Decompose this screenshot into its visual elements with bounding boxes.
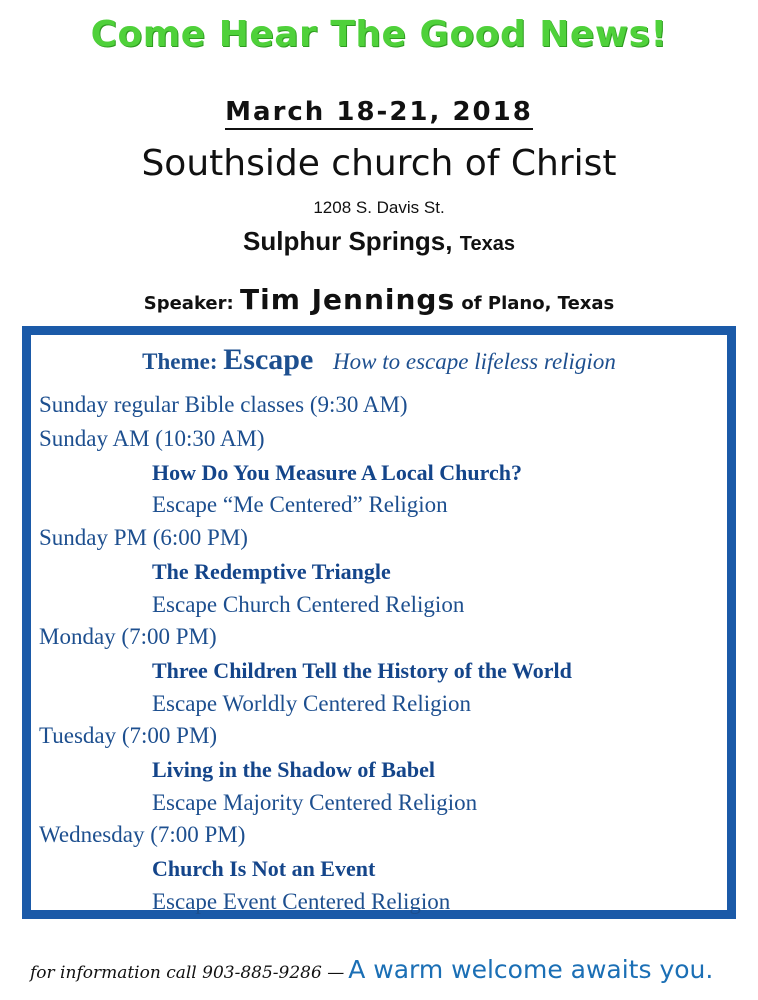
talk-escape-4: Escape Majority Centered Religion <box>152 790 478 815</box>
session-sunday-am: Sunday AM (10:30 AM) <box>39 426 265 451</box>
session-sunday-pm: Sunday PM (6:00 PM) <box>39 525 248 550</box>
speaker-line <box>0 283 758 316</box>
theme-subtitle: How to escape lifeless religion <box>333 349 616 374</box>
headline: Come Hear The Good News! <box>90 14 668 55</box>
talk-escape-2: Escape Church Centered Religion <box>152 592 465 617</box>
talk-escape-5: Escape Event Centered Religion <box>152 889 451 914</box>
speaker-from: of Plano, Texas <box>461 293 615 314</box>
session-tuesday: Tuesday (7:00 PM) <box>39 723 218 748</box>
session-monday: Monday (7:00 PM) <box>39 624 217 649</box>
church-address: 1208 S. Davis St. <box>313 198 445 217</box>
city-name: Sulphur Springs, <box>243 226 453 256</box>
theme-heading <box>0 343 758 377</box>
speaker-name: Tim Jennings <box>240 283 456 316</box>
talk-title-1: How Do You Measure A Local Church? <box>152 460 522 485</box>
talk-title-3: Three Children Tell the History of the World <box>152 658 572 683</box>
talk-title-2: The Redemptive Triangle <box>152 559 391 584</box>
city-line <box>0 226 758 257</box>
session-bible-classes: Sunday regular Bible classes (9:30 AM) <box>39 392 408 417</box>
theme-word: Escape <box>223 343 314 376</box>
event-dates-text: March 18-21, 2018 <box>225 97 533 130</box>
talk-escape-1: Escape “Me Centered” Religion <box>152 492 448 517</box>
talk-title-4: Living in the Shadow of Babel <box>152 757 436 782</box>
church-name: Southside church of Christ <box>141 143 617 184</box>
speaker-label: Speaker: <box>143 293 234 314</box>
footer-welcome: A warm welcome awaits you. <box>348 955 714 984</box>
footer-info: for information call 903-885-9286 — <box>30 963 345 983</box>
footer <box>30 955 740 984</box>
event-dates <box>0 97 758 127</box>
session-wednesday: Wednesday (7:00 PM) <box>39 822 246 847</box>
theme-label: Theme: <box>142 349 218 374</box>
talk-title-5: Church Is Not an Event <box>152 856 376 881</box>
talk-escape-3: Escape Worldly Centered Religion <box>152 691 472 716</box>
state-name: Texas <box>459 233 515 255</box>
